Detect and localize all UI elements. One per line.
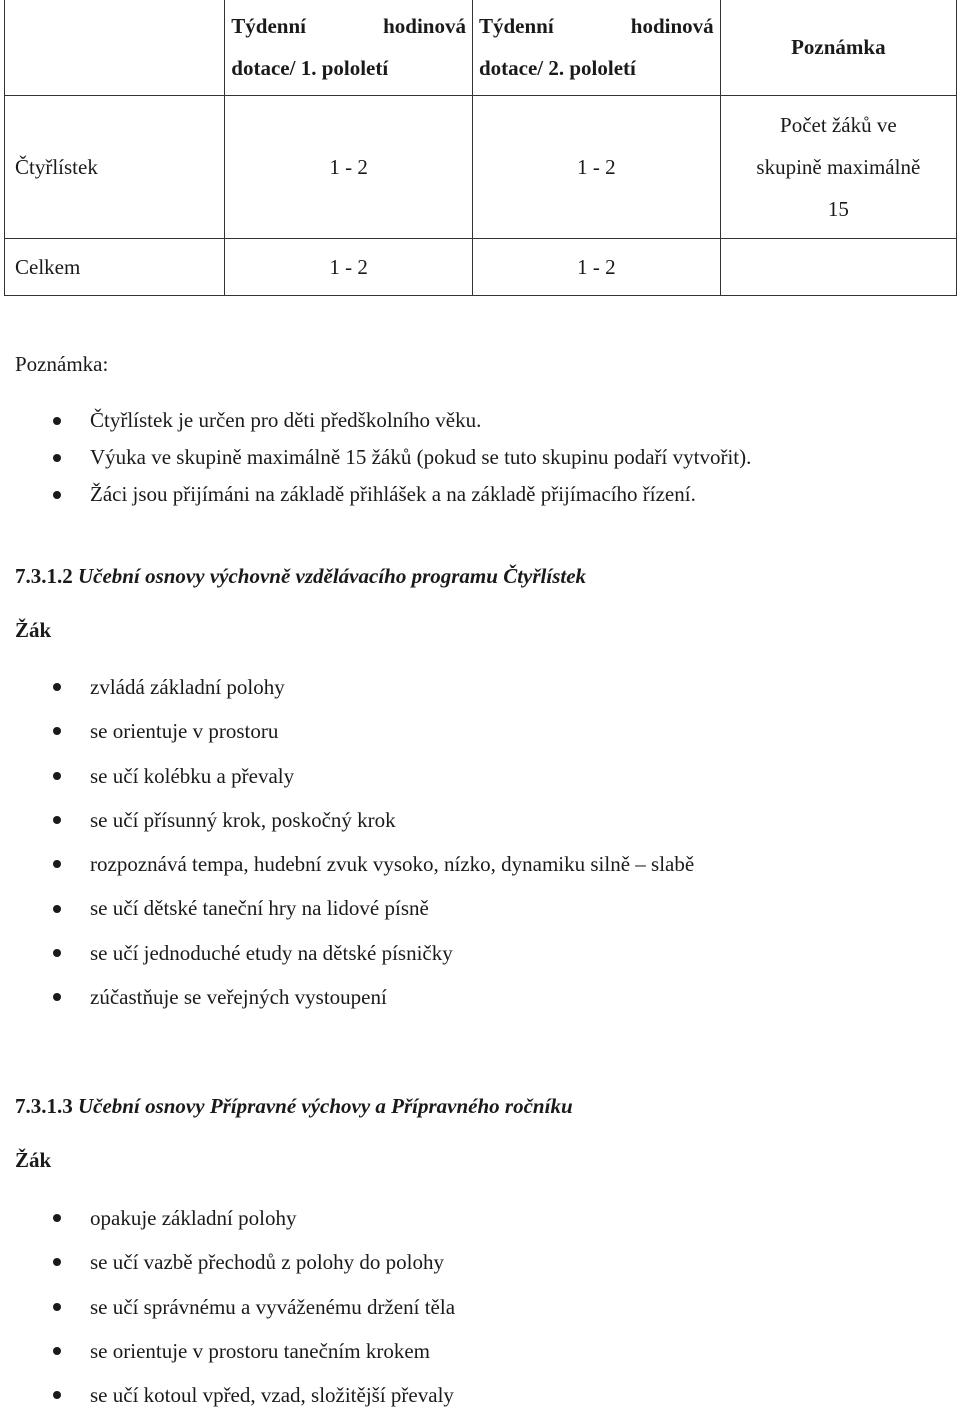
bullet-icon bbox=[53, 1347, 61, 1355]
bullet-icon bbox=[53, 454, 61, 462]
list-item bbox=[0, 754, 694, 798]
list-item-text: Žáci jsou přijímáni na základě přihlášek a na základě přijímacího řízení. bbox=[90, 482, 696, 506]
section2-title: Učební osnovy Přípravné výchovy a Přípravného ročníku bbox=[78, 1094, 573, 1118]
list-item-text: se učí jednoduché etudy na dětské písničky bbox=[90, 940, 453, 965]
list-item bbox=[0, 665, 694, 709]
total-label: Celkem bbox=[5, 239, 225, 296]
header-sem2-word2: hodinová bbox=[630, 14, 714, 38]
bullet-icon bbox=[53, 860, 61, 868]
section1-number: 7.3.1.2 bbox=[15, 564, 73, 588]
list-item bbox=[0, 476, 751, 513]
list-item-text: se orientuje v prostoru tanečním krokem bbox=[90, 1338, 430, 1363]
list-item-text: se učí kotoul vpřed, vzad, složitější převaly bbox=[90, 1383, 454, 1408]
hours-table bbox=[4, 0, 957, 296]
bullet-icon bbox=[53, 1303, 61, 1311]
notes-title: Poznámka: bbox=[15, 352, 109, 376]
header-sem1-word2: hodinová bbox=[383, 14, 466, 38]
bullet-icon bbox=[53, 772, 61, 780]
list-item bbox=[0, 1373, 455, 1417]
total-sem2-value: 1 - 2 bbox=[472, 239, 720, 296]
section1-heading bbox=[15, 564, 586, 589]
bullet-icon bbox=[53, 491, 61, 499]
section2-subject: Žák bbox=[15, 1148, 52, 1172]
header-sem1 bbox=[225, 0, 473, 96]
list-item-text: zvládá základní polohy bbox=[90, 675, 285, 699]
bullet-icon bbox=[53, 417, 61, 425]
bullet-icon bbox=[53, 1391, 61, 1399]
header-sem2 bbox=[472, 0, 720, 96]
table-header-row bbox=[5, 0, 957, 96]
section2-number: 7.3.1.3 bbox=[15, 1094, 73, 1118]
list-item bbox=[0, 886, 694, 930]
list-item bbox=[0, 931, 694, 975]
total-note-empty bbox=[720, 239, 956, 296]
row-sem2-value: 1 - 2 bbox=[472, 96, 720, 239]
list-item bbox=[0, 439, 751, 476]
list-item bbox=[0, 402, 751, 439]
bullet-icon bbox=[53, 1214, 61, 1222]
section1-subject: Žák bbox=[15, 618, 52, 642]
list-item-text: se orientuje v prostoru bbox=[90, 719, 279, 744]
list-item-text: Výuka ve skupině maximálně 15 žáků (pokud se tuto skupinu podaří vytvořit). bbox=[90, 445, 752, 469]
row-label: Čtyřlístek bbox=[5, 96, 225, 239]
header-sem2-word1: Týdenní bbox=[478, 14, 554, 38]
list-item-text: se učí kolébku a převaly bbox=[90, 763, 295, 788]
list-item-text: opakuje základní polohy bbox=[90, 1206, 297, 1230]
list-item bbox=[0, 1240, 455, 1284]
row-note-line1: Počet žáků ve bbox=[780, 113, 897, 137]
list-item-text: se učí dětské taneční hry na lidové písně bbox=[90, 896, 429, 921]
list-item-text: Čtyřlístek je určen pro děti předškolního věku. bbox=[90, 408, 482, 432]
section1-list bbox=[0, 665, 694, 1019]
bullet-icon bbox=[53, 905, 61, 913]
section2-heading bbox=[15, 1094, 573, 1119]
list-item bbox=[0, 842, 694, 886]
row-sem1-value: 1 - 2 bbox=[225, 96, 473, 239]
section2-list bbox=[0, 1196, 455, 1417]
list-item bbox=[0, 1329, 455, 1373]
total-sem1-value: 1 - 2 bbox=[225, 239, 473, 296]
list-item bbox=[0, 1285, 455, 1329]
notes-list bbox=[0, 402, 751, 513]
section1-title: Učební osnovy výchovně vzdělávacího programu Čtyřlístek bbox=[78, 564, 587, 588]
list-item-text: zúčastňuje se veřejných vystoupení bbox=[90, 985, 387, 1010]
row-note bbox=[720, 96, 956, 239]
header-sem2-line2: dotace/ 2. pololetí bbox=[478, 56, 636, 80]
table-row bbox=[5, 96, 957, 239]
list-item-text: se učí přísunný krok, poskočný krok bbox=[90, 807, 396, 832]
list-item-text: rozpoznává tempa, hudební zvuk vysoko, nízko, dynamiku silně – slabě bbox=[90, 852, 695, 877]
bullet-icon bbox=[53, 949, 61, 957]
list-item bbox=[0, 709, 694, 753]
bullet-icon bbox=[53, 1258, 61, 1266]
list-item-text: se učí vazbě přechodů z polohy do polohy bbox=[90, 1250, 444, 1275]
header-sem1-word1: Týdenní bbox=[231, 14, 306, 38]
row-note-line3: 15 bbox=[827, 197, 849, 221]
row-note-line2: skupině maximálně bbox=[756, 155, 921, 179]
header-empty-cell bbox=[5, 0, 225, 96]
bullet-icon bbox=[53, 683, 61, 691]
list-item-text: se učí správnému a vyváženému držení těla bbox=[90, 1294, 456, 1319]
bullet-icon bbox=[53, 816, 61, 824]
header-sem1-line2: dotace/ 1. pololetí bbox=[231, 56, 389, 80]
header-note: Poznámka bbox=[720, 0, 956, 96]
list-item bbox=[0, 975, 694, 1019]
bullet-icon bbox=[53, 727, 61, 735]
list-item bbox=[0, 798, 694, 842]
bullet-icon bbox=[53, 993, 61, 1001]
list-item bbox=[0, 1196, 455, 1240]
table-row-total bbox=[5, 239, 957, 296]
